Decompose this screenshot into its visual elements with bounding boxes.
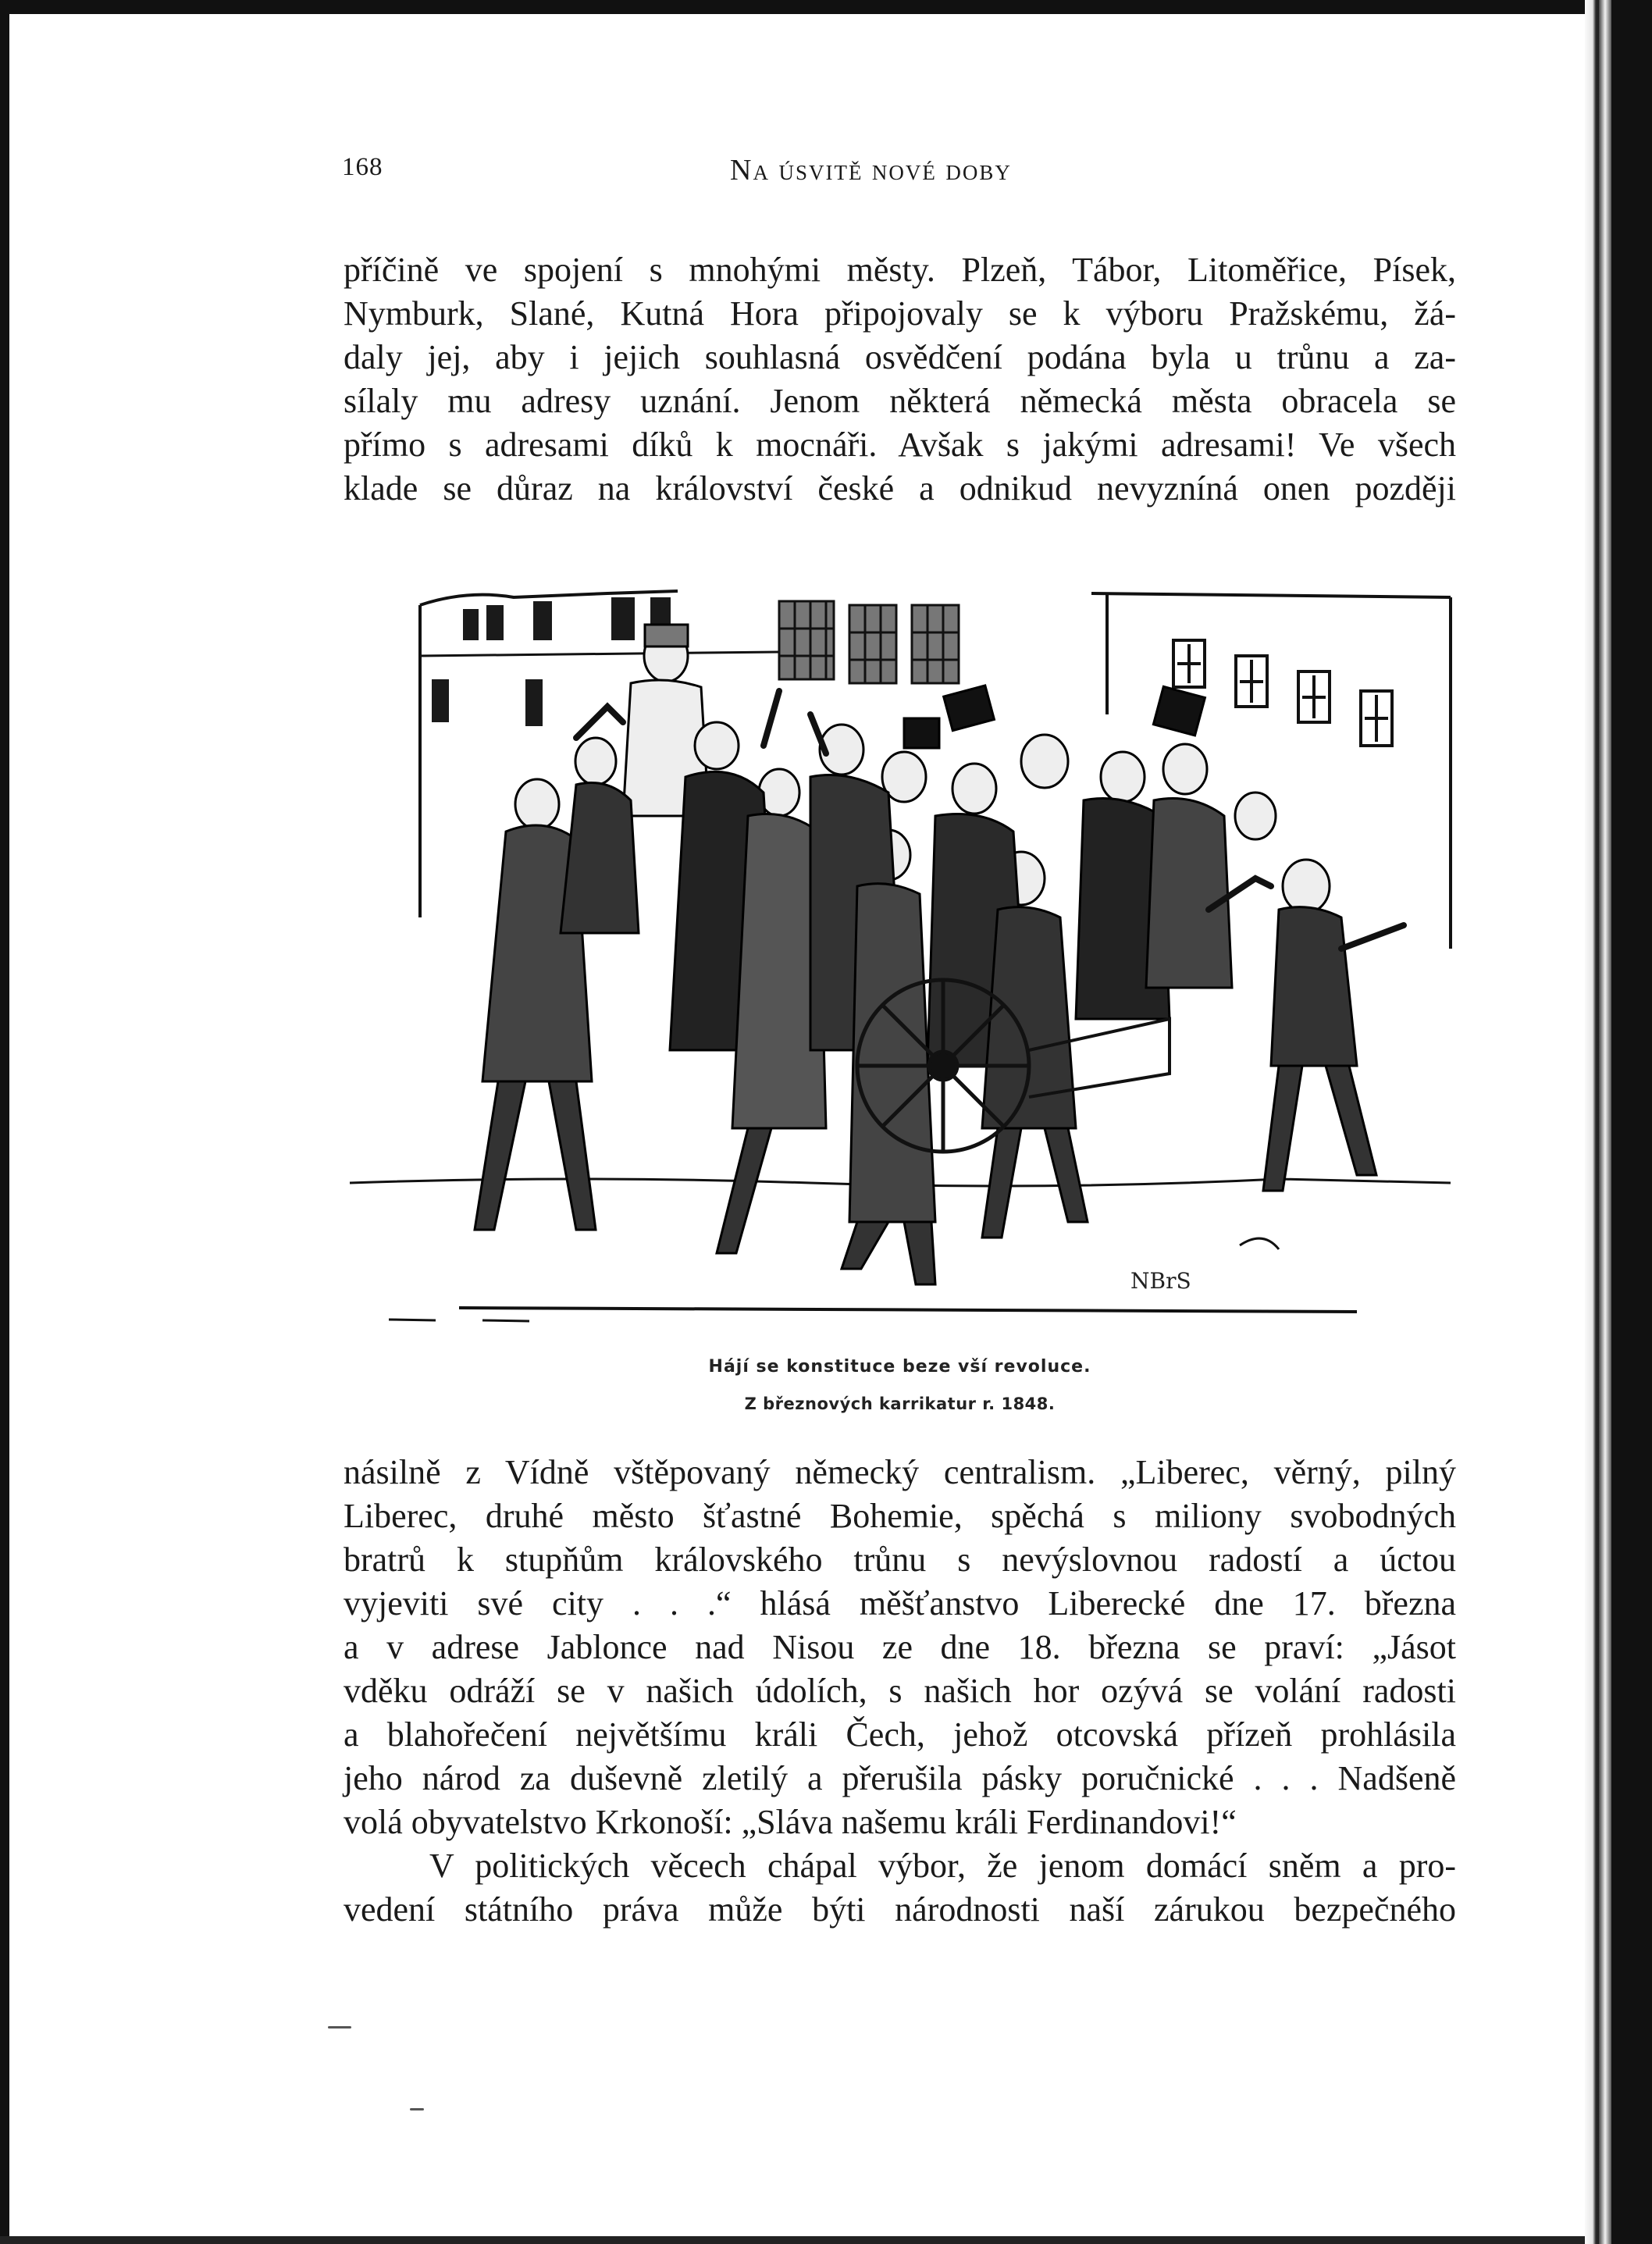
figure-caption-line-2: Z březnových karrikatur r. 1848. [744,1394,1056,1413]
caricature-illustration [342,582,1458,1327]
crowd [475,625,1376,1284]
text-line: sílaly mu adresy uznání. Jenom některá německá města obracela se [344,382,1456,420]
paragraph-2 [344,1451,1456,1932]
text-line: vyjeviti své city . . .“ hlásá měšťanstvo Liberecké dne 17. března [344,1584,1456,1622]
text-line: a blahořečení největšímu králi Čech, jehož otcovská přízeň prohlásila [344,1715,1456,1754]
barred-windows [779,601,959,683]
text-line: daly jej, aby i jejich souhlasná osvědčení podána byla u trůnu a za- [344,338,1456,376]
artist-signature: NBrS [1130,1268,1191,1294]
text-line: Liberec, druhé město šťastné Bohemie, spěchá s miliony svobodných [344,1497,1456,1535]
scan-border-left [0,0,9,2244]
text-line: příčině ve spojení s mnohými městy. Plzeň, Tábor, Litoměřice, Písek, [344,251,1456,289]
text-line: bratrů k stupňům královského trůnu s nevýslovnou radostí a úctou [344,1541,1456,1579]
figure-caption-line-1: Hájí se konstituce beze vší revoluce. [708,1357,1091,1377]
text-line: Nymburk, Slané, Kutná Hora připojovaly se k výboru Pražskému, žá- [344,294,1456,333]
page-number: 168 [342,153,383,181]
windows-right [1173,640,1392,746]
scan-border-top [0,0,1652,14]
text-line: a v adrese Jablonce nad Nisou ze dne 18. března se praví: „Jásot [344,1628,1456,1666]
text-line: přímo s adresami díků k mocnáři. Avšak s jakými adresami! Ve všech [344,426,1456,464]
text-line: klade se důraz na království české a odnikud nevyzníná onen později [344,469,1456,508]
book-spine [1585,0,1652,2244]
scan-border-bottom [0,2236,1652,2244]
text-line: vděku odráží se v našich údolích, s našich hor ozývá se volání radosti [344,1672,1456,1710]
scan-smudge [328,2026,351,2029]
text-line: vedení státního práva může býti národnosti naší zárukou bezpečného [344,1890,1456,1929]
scan-smudge [410,2108,424,2110]
paragraph-1 [344,248,1456,511]
book-spine-edge [1599,0,1611,2244]
text-line: násilně z Vídně vštěpovaný německý centralism. „Liberec, věrný, pilný [344,1453,1456,1491]
text-line: jeho národ za duševně zletilý a přerušila pásky poručnické . . . Nadšeně [344,1759,1456,1797]
running-head: Na úsvitě nové doby [730,154,1012,187]
text-line: V politických věcech chápal výbor, že jenom domácí sněm a pro- [429,1847,1456,1885]
text-line: volá obyvatelstvo Krkonoší: „Sláva našemu králi Ferdinandovi!“ [344,1803,1237,1841]
